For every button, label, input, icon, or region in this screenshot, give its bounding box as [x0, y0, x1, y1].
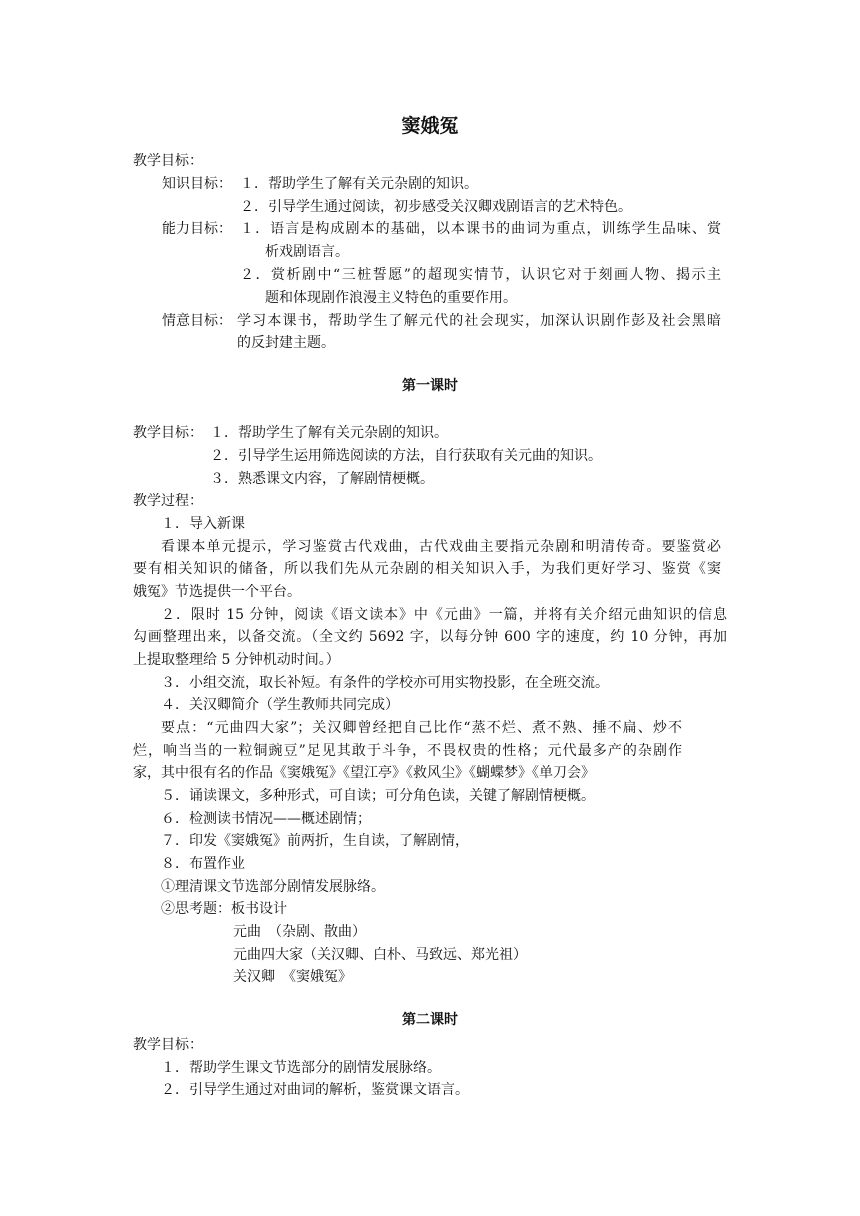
- knowledge-label: 知识目标：: [162, 176, 232, 192]
- step-2-line-1: ２．限时 15 分钟，阅读《语文读本》中《元曲》一篇，并将有关介绍元曲知识的信息: [161, 607, 727, 623]
- homework-2: ②思考题：板书设计: [161, 901, 287, 917]
- emotion-line-2: 的反封建主题。: [237, 335, 335, 351]
- step-2-line-3: 上提取整理给 5 分钟机动时间。）: [133, 652, 340, 668]
- lesson-2-heading: 第二课时: [402, 1012, 458, 1028]
- step-4: ４．关汉卿简介（学生教师共同完成）: [161, 697, 399, 713]
- lesson-1-goal-3: ３．熟悉课文内容，了解剧情梗概。: [210, 471, 434, 487]
- step-6: ６．检测读书情况——概述剧情；: [161, 811, 371, 827]
- ability-item-1-line-1: １．语言是构成剧本的基础，以本课书的曲词为重点，训练学生品味、赏: [240, 221, 721, 237]
- board-line-2: 元曲四大家（关汉卿、白朴、马致远、郑光祖）: [233, 947, 527, 963]
- knowledge-item-2: ２．引导学生通过阅读，初步感受关汉卿戏剧语言的艺术特色。: [240, 199, 632, 215]
- document-title: 窦娥冤: [401, 115, 459, 137]
- step-7: ７．印发《窦娥冤》前两折，生自读，了解剧情，: [161, 833, 469, 849]
- step-1-para-line-3: 娥冤》节选提供一个平台。: [133, 584, 301, 600]
- ability-item-2-line-2: 题和体现剧作浪漫主义特色的重要作用。: [265, 290, 517, 306]
- step-2-line-2: 勾画整理出来，以备交流。（全文约 5692 字，以每分钟 600 字的速度，约 10 分钟，再加: [133, 629, 727, 645]
- step-4-point-line-3: 家，其中很有名的作品《窦娥冤》《望江亭》《救风尘》《蝴蝶梦》《单刀会》: [133, 765, 595, 781]
- ability-item-1-line-2: 析戏剧语言。: [265, 244, 349, 260]
- homework-1: ①理清课文节选部分剧情发展脉络。: [161, 879, 385, 895]
- knowledge-item-1: １．帮助学生了解有关元杂剧的知识。: [240, 176, 478, 192]
- step-1: １．导入新课: [161, 516, 245, 532]
- step-4-point-line-2: 烂，响当当的一粒铜豌豆”足见其敢于斗争，不畏权贵的性格；元代最多产的杂剧作: [133, 743, 682, 759]
- step-5: ５．诵读课文，多种形式，可自读；可分角色读，关键了解剧情梗概。: [161, 788, 595, 804]
- objectives-heading: 教学目标：: [133, 153, 203, 169]
- lesson-1-goals-label: 教学目标：: [133, 425, 203, 441]
- step-8: ８．布置作业: [161, 856, 245, 872]
- lesson-1-goal-2: ２．引导学生运用筛选阅读的方法，自行获取有关元曲的知识。: [210, 448, 602, 464]
- emotion-label: 情意目标：: [162, 313, 232, 329]
- lesson-1-heading: 第一课时: [402, 378, 458, 394]
- step-1-para-line-1: 看课本单元提示，学习鉴赏古代戏曲，古代戏曲主要指元杂剧和明清传奇。要鉴赏必: [161, 539, 721, 555]
- step-1-para-line-2: 要有相关知识的储备，所以我们先从元杂剧的相关知识入手，为我们更好学习、鉴赏《窦: [133, 561, 721, 577]
- step-3: ３．小组交流，取长补短。有条件的学校亦可用实物投影，在全班交流。: [161, 675, 609, 691]
- board-line-1: 元曲 （杂剧、散曲）: [233, 924, 366, 940]
- step-4-point-line-1: 要点：“元曲四大家”；关汉卿曾经把自己比作“蒸不烂、煮不熟、捶不扁、炒不: [161, 720, 682, 736]
- lesson-2-goal-2: ２．引导学生通过对曲词的解析，鉴赏课文语言。: [161, 1082, 469, 1098]
- lesson-1-goal-1: １．帮助学生了解有关元杂剧的知识。: [210, 425, 448, 441]
- lesson-2-goals-label: 教学目标：: [133, 1037, 203, 1053]
- emotion-line-1: 学习本课书，帮助学生了解元代的社会现实，加深认识剧作彭及社会黑暗: [237, 313, 721, 329]
- process-label: 教学过程：: [133, 493, 203, 509]
- ability-item-2-line-1: ２．赏析剧中“三桩誓愿”的超现实情节，认识它对于刻画人物、揭示主: [240, 267, 721, 283]
- board-line-3: 关汉卿 《窦娥冤》: [233, 969, 352, 985]
- lesson-2-goal-1: １．帮助学生课文节选部分的剧情发展脉络。: [161, 1060, 441, 1076]
- ability-label: 能力目标：: [162, 221, 232, 237]
